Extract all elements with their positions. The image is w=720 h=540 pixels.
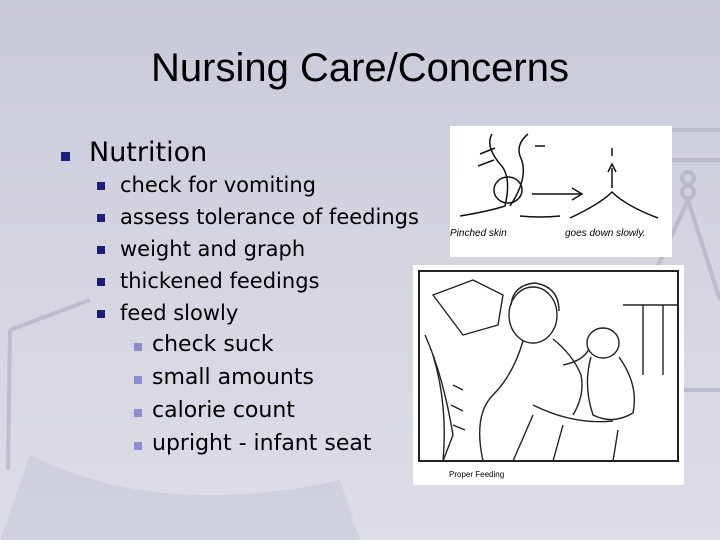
- bullet-marker: [97, 214, 105, 222]
- sub-list-item: small amounts: [152, 365, 314, 390]
- list-item: thickened feedings: [120, 269, 320, 293]
- list-item: weight and graph: [120, 237, 306, 261]
- bullet-marker: [61, 152, 70, 161]
- proper-feeding-illustration: [413, 265, 684, 485]
- nutrition-heading: Nutrition: [89, 137, 208, 168]
- bullet-marker: [97, 246, 105, 254]
- list-item: feed slowly: [120, 301, 239, 325]
- sub-bullet-marker: [134, 376, 142, 384]
- list-item: check for vomiting: [120, 173, 316, 197]
- skin-caption-left: Pinched skin: [450, 228, 507, 239]
- sub-bullet-marker: [134, 442, 142, 450]
- slide-title: Nursing Care/Concerns: [151, 46, 569, 90]
- feeding-caption: Proper Feeding: [449, 470, 505, 479]
- sub-bullet-marker: [134, 343, 142, 351]
- bullet-marker: [97, 278, 105, 286]
- skin-caption-right: goes down slowly.: [565, 228, 646, 239]
- sub-bullet-marker: [134, 409, 142, 417]
- sub-list-item: upright - infant seat: [152, 431, 372, 456]
- bullet-marker: [97, 182, 105, 190]
- sub-list-item: calorie count: [152, 398, 295, 423]
- list-item: assess tolerance of feedings: [120, 205, 419, 229]
- sub-list-item: check suck: [152, 332, 274, 357]
- skin-turgor-illustration: [450, 126, 672, 257]
- bullet-marker: [97, 310, 105, 318]
- proper-feeding-drawing: [413, 265, 684, 485]
